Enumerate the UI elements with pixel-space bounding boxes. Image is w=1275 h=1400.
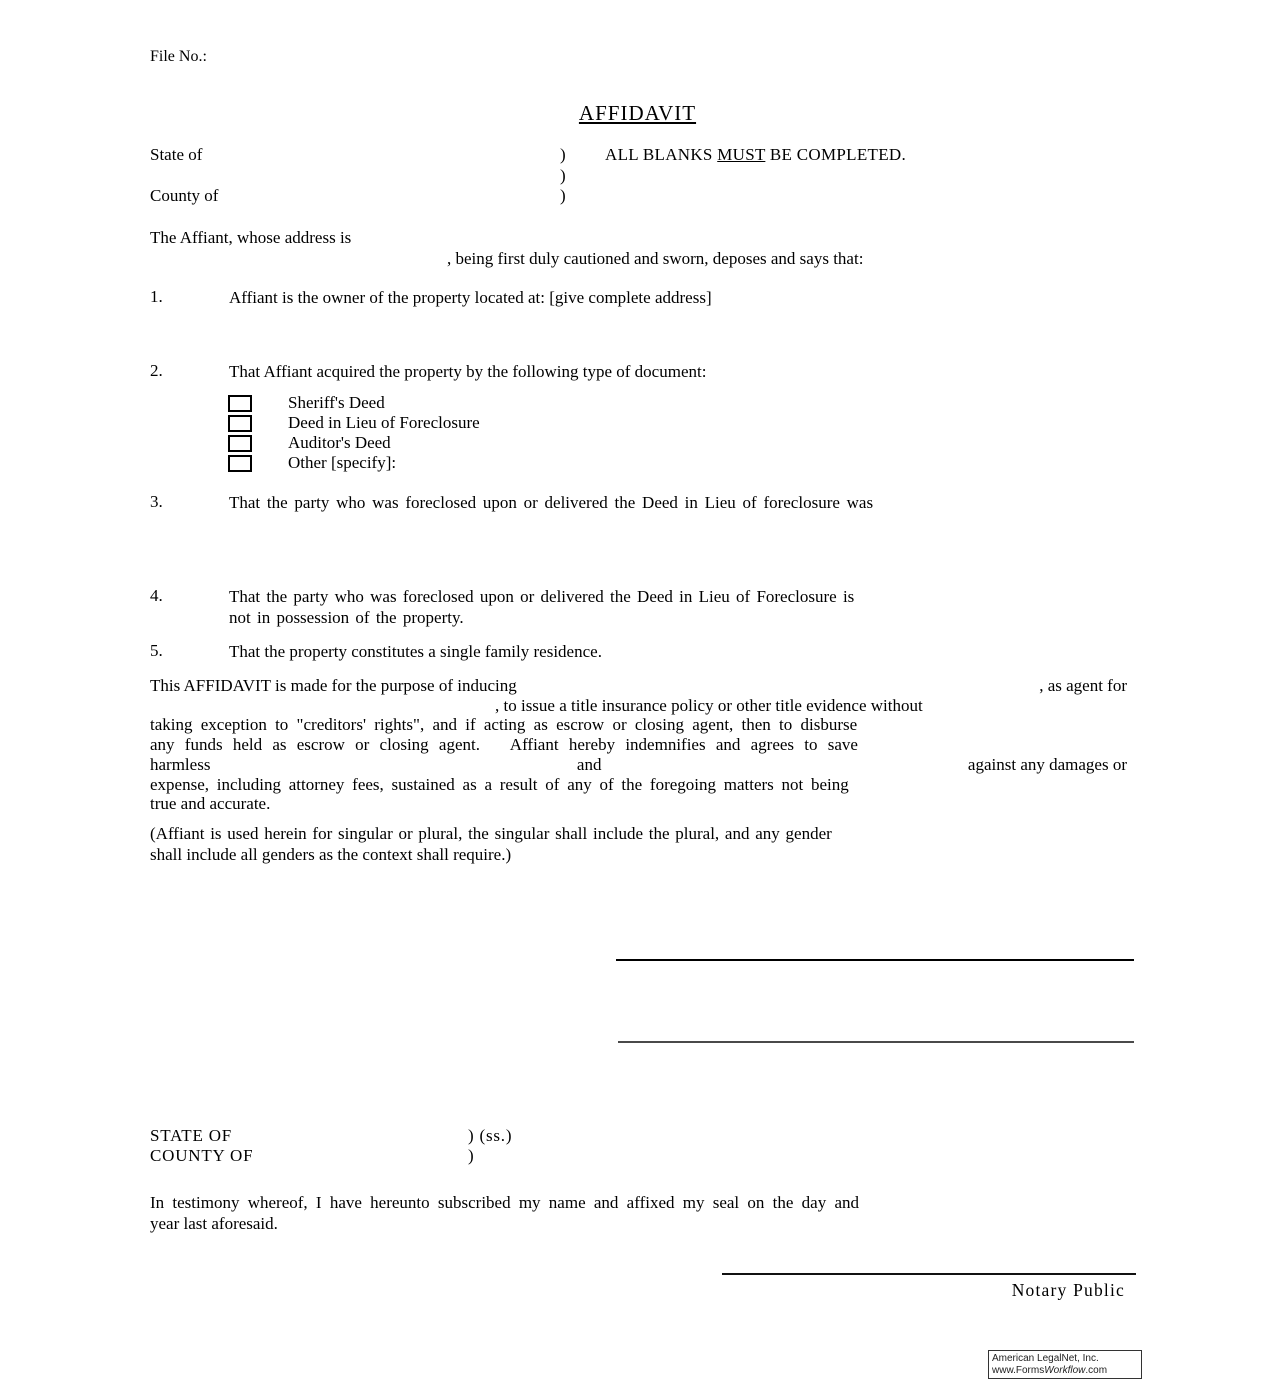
inducing-paragraph xyxy=(150,676,1127,814)
paragraph-line: taking exception to "creditors' rights", and if acting as escrow or closing agent, then to disburse xyxy=(150,715,858,735)
state-of-label: STATE OF xyxy=(150,1126,233,1145)
checkbox-auditors-deed[interactable] xyxy=(228,435,252,452)
checkbox-label: Auditor's Deed xyxy=(288,433,391,452)
venue-state-row xyxy=(150,145,1127,165)
venue-paren: ) xyxy=(560,186,566,205)
state-of-label: State of xyxy=(150,145,203,164)
page-title: AFFIDAVIT xyxy=(578,101,697,125)
checkbox-label: Other [specify]: xyxy=(288,453,397,472)
checkbox-label: Deed in Lieu of Foreclosure xyxy=(288,413,480,432)
testimony-paragraph: In testimony whereof, I have hereunto subscribed my name and affixed my seal on the day and year last aforesaid. xyxy=(150,1193,860,1233)
notary-venue-state-row xyxy=(150,1126,750,1146)
item-text: That the property constitutes a single family residence. xyxy=(229,642,602,661)
checkbox-row-auditors-deed xyxy=(228,433,391,453)
notary-public-label: Notary Public xyxy=(1011,1280,1125,1300)
item-1 xyxy=(150,287,1130,308)
checkbox-sheriffs-deed[interactable] xyxy=(228,395,252,412)
item-2 xyxy=(150,361,1130,382)
venue-paren: ) xyxy=(560,166,566,185)
paragraph-line: expense, including attorney fees, sustained as a result of any of the foregoing matters not being xyxy=(150,774,849,794)
signature-line-1[interactable] xyxy=(616,959,1134,961)
paragraph-line: , to issue a title insurance policy or other title evidence without xyxy=(495,695,923,715)
paragraph-line: This AFFIDAVIT is made for the purpose of inducing , as agent for xyxy=(150,676,1127,695)
signature-line-2[interactable] xyxy=(618,1041,1134,1043)
item-text: Affiant is the owner of the property located at: [give complete address] xyxy=(229,288,712,307)
item-4 xyxy=(150,586,1130,628)
venue-paren-ss: ) (ss.) xyxy=(468,1126,513,1145)
venue-paren: ) xyxy=(560,145,566,164)
all-blanks-notice: ALL BLANKS MUST BE COMPLETED. xyxy=(605,145,907,164)
item-number: 2. xyxy=(150,361,163,380)
vendor-url: www.FormsWorkflow.com xyxy=(992,1364,1108,1376)
affiant-intro-line2: , being first duly cautioned and sworn, deposes and says that: xyxy=(447,249,864,268)
paragraph-line: any funds held as escrow or closing agent. Affiant hereby indemnifies and agrees to save xyxy=(150,735,858,755)
venue-county-row xyxy=(150,186,1127,206)
paragraph-line: harmless and against any damages or xyxy=(150,754,1128,774)
blank-field xyxy=(601,755,967,775)
item-number: 5. xyxy=(150,641,163,660)
item-text: That the party who was foreclosed upon or delivered the Deed in Lieu of Foreclosure is not in possession of the property. xyxy=(229,587,855,627)
blank-field xyxy=(517,676,1039,696)
checkbox-row-sheriffs-deed xyxy=(228,393,385,413)
gender-note-paragraph: (Affiant is used herein for singular or plural, the singular shall include the plural, and any gender shall include all genders as the context shall require.) xyxy=(150,824,832,864)
item-text: That Affiant acquired the property by the following type of document: xyxy=(229,362,707,381)
item-3 xyxy=(150,492,1130,513)
paragraph-line: true and accurate. xyxy=(150,794,271,814)
item-number: 4. xyxy=(150,586,163,605)
notary-signature-line[interactable] xyxy=(722,1273,1136,1275)
checkbox-label: Sheriff's Deed xyxy=(288,393,385,412)
venue-middle-row xyxy=(150,166,1127,186)
checkbox-row-deed-in-lieu xyxy=(228,413,480,433)
county-of-label: County of xyxy=(150,186,219,205)
venue-paren: ) xyxy=(468,1146,475,1165)
checkbox-deed-in-lieu[interactable] xyxy=(228,415,252,432)
checkbox-row-other xyxy=(228,453,396,473)
item-number: 1. xyxy=(150,287,163,306)
item-text: That the party who was foreclosed upon or delivered the Deed in Lieu of foreclosure was xyxy=(229,493,874,512)
vendor-name: American LegalNet, Inc. xyxy=(992,1353,1099,1364)
affiant-intro-line1: The Affiant, whose address is xyxy=(150,228,352,247)
checkbox-other[interactable] xyxy=(228,455,252,472)
file-number-label: File No.: xyxy=(150,48,207,65)
blank-field xyxy=(210,755,576,775)
item-5 xyxy=(150,641,1130,662)
vendor-stamp-box xyxy=(988,1350,1142,1379)
notary-venue-county-row xyxy=(150,1146,750,1166)
item-number: 3. xyxy=(150,492,163,511)
county-of-label: COUNTY OF xyxy=(150,1146,254,1165)
